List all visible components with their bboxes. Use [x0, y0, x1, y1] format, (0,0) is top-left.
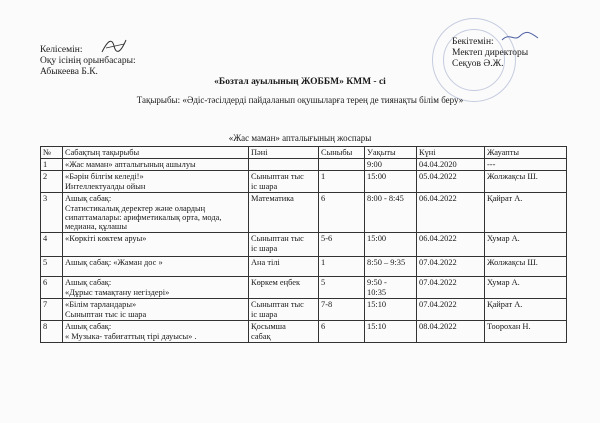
lesson-topic-cell-line: «Жас маман» апталығының ашылуы	[65, 160, 196, 170]
column-header: Уақыты	[365, 147, 417, 159]
row-number-cell: 8	[41, 321, 63, 343]
subject-cell-line: іс шара	[251, 181, 278, 191]
time-cell-line: 10:35	[367, 287, 387, 297]
lesson-topic-cell	[63, 277, 249, 299]
subject-cell-line: Сыныптан тыс	[251, 234, 304, 244]
approval-line: Абыкеева Б.К.	[40, 67, 98, 77]
time-cell	[365, 299, 417, 321]
table-row	[41, 193, 567, 233]
time-cell	[365, 159, 417, 171]
responsible-cell: ---	[485, 159, 567, 171]
class-cell: 7-8	[319, 299, 365, 321]
responsible-cell: Қайрат А.	[485, 299, 567, 321]
row-number-cell: 2	[41, 171, 63, 193]
approval-line: Оқу ісінің орынбасары:	[40, 56, 136, 66]
column-header: Жауапты	[485, 147, 567, 159]
lesson-topic-cell	[63, 257, 249, 277]
time-cell	[365, 321, 417, 343]
table-row	[41, 321, 567, 343]
date-cell: 07.04.2022	[417, 257, 485, 277]
lesson-topic-cell-line: «Білім тарландары»	[65, 300, 137, 310]
column-header: №	[41, 147, 63, 159]
subject-cell-line: Сыныптан тыс	[251, 300, 304, 310]
time-cell-line: 15:00	[367, 234, 387, 244]
column-header: Сабақтың тақырыбы	[63, 147, 249, 159]
lesson-topic-cell-line: Сыныптан тыс іс шара	[65, 309, 147, 319]
lesson-topic-cell	[63, 299, 249, 321]
subject-cell	[249, 233, 319, 257]
row-number-cell: 6	[41, 277, 63, 299]
class-cell: 1	[319, 257, 365, 277]
time-cell	[365, 171, 417, 193]
approval-line: Сеқуов Ә.Ж.	[452, 59, 504, 69]
table-row	[41, 159, 567, 171]
row-number-cell: 3	[41, 193, 63, 233]
subject-cell-line: іс шара	[251, 309, 278, 319]
row-number-cell: 5	[41, 257, 63, 277]
approval-line: Мектеп директоры	[452, 48, 529, 58]
time-cell-line: 15:10	[367, 322, 387, 332]
subject-cell-line: Көркем еңбек	[251, 278, 301, 288]
date-cell: 06.04.2022	[417, 233, 485, 257]
date-cell: 07.04.2022	[417, 277, 485, 299]
responsible-cell: Қайрат А.	[485, 193, 567, 233]
lesson-topic-cell	[63, 193, 249, 233]
subject-cell	[249, 321, 319, 343]
lesson-topic-cell	[63, 233, 249, 257]
date-cell: 05.04.2022	[417, 171, 485, 193]
table-row	[41, 277, 567, 299]
class-cell	[319, 159, 365, 171]
lesson-topic-cell-line: медиана, құлашы	[65, 222, 127, 232]
time-cell	[365, 193, 417, 233]
date-cell: 06.04.2022	[417, 193, 485, 233]
topic-line: Тақырыбы: «Әдіс-тәсілдерді пайдаланып оқушыларға терең де тиянақты білім беру»	[136, 95, 464, 105]
responsible-cell: Хумар А.	[485, 233, 567, 257]
lesson-topic-cell	[63, 171, 249, 193]
time-cell	[365, 257, 417, 277]
table-header-row	[41, 147, 567, 159]
class-cell: 6	[319, 321, 365, 343]
row-number-cell: 1	[41, 159, 63, 171]
lesson-topic-cell-line: Ашық сабақ:	[65, 278, 112, 288]
subject-cell-line: іс шара	[251, 243, 278, 253]
lesson-topic-cell-line: «Дұрыс тамақтану негіздері»	[65, 287, 170, 297]
date-cell: 07.04.2022	[417, 299, 485, 321]
lesson-topic-cell-line: « Музыка- табиғаттың тірі дауысы» .	[65, 331, 197, 341]
approval-block-left	[40, 45, 136, 78]
lesson-topic-cell-line: Ашық сабақ:	[65, 194, 112, 204]
lesson-topic-cell-line: сипаттамалары: арифметикалық орта, мода,	[65, 212, 222, 222]
responsible-cell: Жолжақсы Ш.	[485, 257, 567, 277]
time-cell	[365, 277, 417, 299]
time-cell-line: 9:50 -	[367, 278, 387, 288]
subject-cell-line: Ана тілі	[251, 258, 280, 268]
column-header: Күні	[417, 147, 485, 159]
subject-cell	[249, 257, 319, 277]
subject-cell	[249, 159, 319, 171]
table-row	[41, 299, 567, 321]
lesson-topic-cell	[63, 321, 249, 343]
column-header: Пәні	[249, 147, 319, 159]
time-cell-line: 8:50 – 9:35	[367, 258, 406, 268]
responsible-cell: Тоорохан Н.	[485, 321, 567, 343]
subject-cell	[249, 171, 319, 193]
responsible-cell: Хумар А.	[485, 277, 567, 299]
lesson-topic-cell	[63, 159, 249, 171]
lesson-topic-cell-line: Ашық сабақ:	[65, 322, 112, 332]
subject-cell	[249, 299, 319, 321]
approval-line: Келісемін:	[40, 45, 83, 55]
class-cell: 1	[319, 171, 365, 193]
subject-cell-line: Математика	[251, 194, 294, 204]
responsible-cell: Жолжақсы Ш.	[485, 171, 567, 193]
lesson-topic-cell-line: Интеллектуалды ойын	[65, 181, 146, 191]
row-number-cell: 7	[41, 299, 63, 321]
time-cell-line: 15:00	[367, 172, 387, 182]
table-row	[41, 257, 567, 277]
subject-cell-line: сабақ	[251, 331, 271, 341]
lesson-topic-cell-line: Ашық сабақ: «Жаман дос »	[65, 258, 163, 268]
subject-cell	[249, 193, 319, 233]
school-title: «Бозтал ауылының ЖОББМ» КММ - сі	[214, 77, 386, 87]
column-header: Сыныбы	[319, 147, 365, 159]
schedule-table	[40, 146, 567, 343]
class-cell: 6	[319, 193, 365, 233]
time-cell	[365, 233, 417, 257]
date-cell: 04.04.2020	[417, 159, 485, 171]
time-cell-line: 8:00 - 8:45	[367, 194, 404, 204]
subject-cell	[249, 277, 319, 299]
row-number-cell: 4	[41, 233, 63, 257]
class-cell: 5	[319, 277, 365, 299]
subject-cell-line: Сыныптан тыс	[251, 172, 304, 182]
lesson-topic-cell-line: «Бәрін білгім келеді!»	[65, 172, 144, 182]
approval-line: Бекітемін:	[452, 37, 494, 47]
class-cell: 5-6	[319, 233, 365, 257]
time-cell-line: 15:10	[367, 300, 387, 310]
approval-block-right	[452, 37, 528, 70]
table-row	[41, 171, 567, 193]
lesson-topic-cell-line: Статистикалық деректер және олардың	[65, 203, 206, 213]
table-row	[41, 233, 567, 257]
subject-cell-line: Қосымша	[251, 322, 286, 332]
date-cell: 08.04.2022	[417, 321, 485, 343]
plan-title: «Жас маман» апталығының жоспары	[228, 133, 372, 143]
time-cell-line: 9:00	[367, 160, 382, 170]
lesson-topic-cell-line: «Көркіті көктем аруы»	[65, 234, 147, 244]
